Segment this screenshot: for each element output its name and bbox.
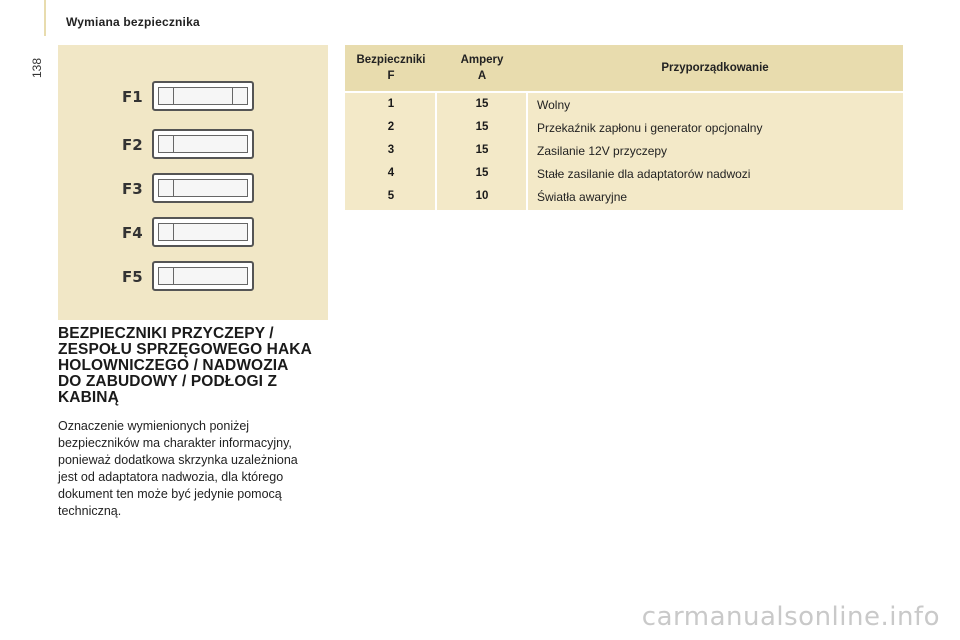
table-header [345,45,903,91]
text-line: bezpieczników ma charakter informacyjny, [58,436,292,450]
header-amps-unit: A [477,70,487,82]
fuse-icon [152,129,254,159]
table-row [345,94,903,117]
header-fuse [345,52,437,84]
cell-amps: 10 [475,190,489,202]
fuse-icon [152,261,254,291]
section-header: Wymiana bezpiecznika [66,15,200,29]
table-body [345,93,903,210]
fuse-label: F5 [122,268,143,286]
cell-amps: 15 [475,167,489,179]
fuse-row-f2 [58,129,328,163]
text-line: dokument ten może być jedynie pomocą [58,487,282,501]
cell-assignment: Przekaźnik zapłonu i generator opcjonalny [537,121,763,135]
fuse-icon [152,217,254,247]
table-row [345,140,903,163]
header-fuse-unit: F [387,70,395,82]
fuse-diagram [58,45,328,320]
cell-assignment: Światła awaryjne [537,190,628,204]
fuse-label: F2 [122,136,143,154]
fuse-row-f1 [58,81,328,115]
fuse-icon [152,81,254,111]
title-line: HOLOWNICZEGO / NADWOZIA [58,357,289,374]
section-title [58,326,338,406]
title-line: DO ZABUDOWY / PODŁOGI Z [58,373,278,390]
text-line: techniczną. [58,504,122,518]
cell-fuse: 1 [387,98,395,110]
table-row [345,117,903,140]
header-assignment: Przyporządkowanie [661,62,769,74]
cell-assignment: Zasilanie 12V przyczepy [537,144,668,158]
header-fuse-label: Bezpieczniki [356,54,426,66]
cell-amps: 15 [475,121,489,133]
cell-assignment: Wolny [537,98,571,112]
fuse-label: F1 [122,88,143,106]
cell-fuse: 4 [387,167,395,179]
cell-fuse: 3 [387,144,395,156]
description-paragraph [58,418,328,520]
fuse-row-f4 [58,217,328,251]
table-row [345,163,903,186]
fuse-row-f5 [58,261,328,295]
margin-rule [44,0,46,36]
fuse-label: F3 [122,180,143,198]
title-line: BEZPIECZNIKI PRZYCZEPY / [58,325,274,342]
title-line: ZESPOŁU SPRZĘGOWEGO HAKA [58,341,312,358]
cell-amps: 15 [475,98,489,110]
text-line: jest od adaptatora nadwozia, dla którego [58,470,284,484]
watermark: carmanualsonline.info [641,602,940,632]
text-line: Oznaczenie wymienionych poniżej [58,419,250,433]
fuse-row-f3 [58,173,328,207]
table-row [345,186,903,209]
text-line: ponieważ dodatkowa skrzynka uzależniona [58,453,298,467]
cell-fuse: 5 [387,190,395,202]
cell-fuse: 2 [387,121,395,133]
page-number: 138 [30,57,44,78]
fuse-icon [152,173,254,203]
cell-assignment: Stałe zasilanie dla adaptatorów nadwozi [537,167,751,181]
title-line: KABINĄ [58,389,119,406]
header-amps [437,52,527,84]
header-amps-label: Ampery [460,54,504,66]
fuse-label: F4 [122,224,143,242]
cell-amps: 15 [475,144,489,156]
fuse-table [345,45,903,210]
